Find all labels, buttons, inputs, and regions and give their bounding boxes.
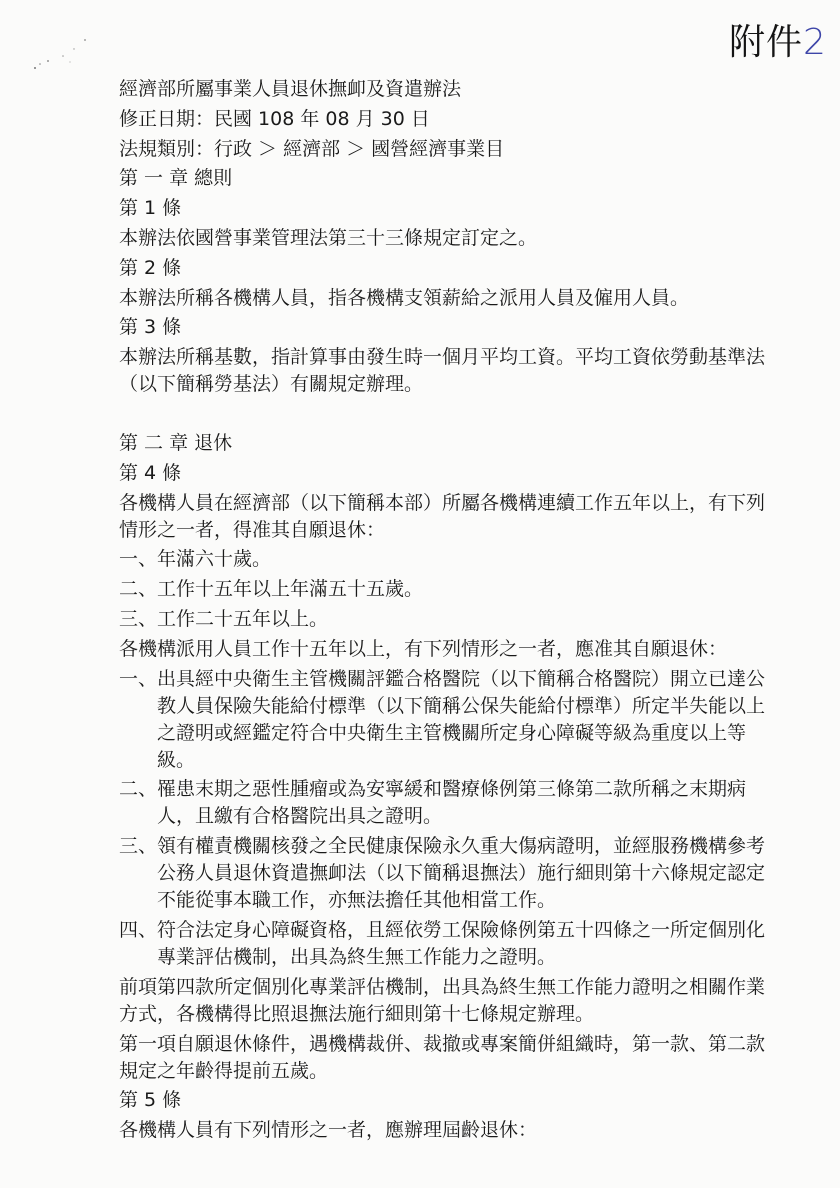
article-4-paragraph-1: 各機構人員在經濟部（以下簡稱本部）所屬各機構連續工作五年以上，有下列情形之一者，得准其自願退休： bbox=[119, 491, 766, 541]
article-3-text: 本辦法所稱基數，指計算事由發生時一個月平均工資。平均工資依勞動基準法（以下簡稱勞基法）有關規定辦理。 bbox=[119, 346, 766, 396]
article-2-heading: 第 2 條 bbox=[119, 256, 182, 279]
amendment-date: 修正日期：民國 108 年 08 月 30 日 bbox=[119, 107, 430, 130]
attachment-number: 2 bbox=[803, 22, 827, 63]
document-title: 經濟部所屬事業人員退休撫卹及資遣辦法 bbox=[119, 78, 462, 100]
article-4-paragraph-4: 第一項自願退休條件，遇機構裁併、裁撤或專案簡併組織時，第一款、第二款規定之年齡得提前五歲。 bbox=[119, 1032, 766, 1082]
chapter-1-heading: 第 一 章 總則 bbox=[119, 167, 233, 190]
list-item: 二、工作十五年以上年滿五十五歲。 bbox=[119, 578, 424, 601]
list-item: 四、符合法定身心障礙資格，且經依勞工保險條例第五十四條之一所定個別化專業評估機制，出具為終生無工作能力之證明。 bbox=[119, 918, 766, 968]
article-2-text: 本辦法所稱各機構人員，指各機構支領薪給之派用人員及僱用人員。 bbox=[119, 286, 690, 309]
list-item: 三、工作二十五年以上。 bbox=[119, 607, 329, 630]
article-5-text: 各機構人員有下列情形之一者，應辦理屆齡退休： bbox=[119, 1119, 538, 1142]
article-3-heading: 第 3 條 bbox=[119, 316, 182, 339]
list-item: 一、出具經中央衛生主管機關評鑑合格醫院（以下簡稱合格醫院）開立已達公教人員保險失能給付標準（以下簡稱公保失能給付標準）所定半失能以上之證明或經鑑定符合中央衛生主管機關所定身心障礙等級為重度以上等級。 bbox=[119, 667, 766, 771]
article-4-paragraph-2: 各機構派用人員工作十五年以上，有下列情形之一者，應准其自願退休： bbox=[119, 637, 728, 660]
article-1-heading: 第 1 條 bbox=[119, 197, 182, 220]
list-item: 三、領有權責機關核發之全民健康保險永久重大傷病證明，並經服務機構參考公務人員退休資遣撫卹法（以下簡稱退撫法）施行細則第十六條規定認定不能從事本職工作，亦無法擔任其他相當工作。 bbox=[119, 835, 766, 912]
list-item: 一、年滿六十歲。 bbox=[119, 548, 272, 571]
article-5-heading: 第 5 條 bbox=[119, 1089, 182, 1112]
blank-line bbox=[119, 401, 767, 430]
article-1-text: 本辦法依國營事業管理法第三十三條規定訂定之。 bbox=[119, 226, 538, 249]
article-4-paragraph-3: 前項第四款所定個別化專業評估機制，出具為終生無工作能力證明之相關作業方式，各機構得比照退撫法施行細則第十七條規定辦理。 bbox=[119, 975, 766, 1025]
attachment-label bbox=[729, 14, 827, 65]
article-4-heading: 第 4 條 bbox=[119, 461, 182, 484]
chapter-2-heading: 第 二 章 退休 bbox=[119, 431, 233, 454]
regulation-document bbox=[119, 76, 767, 1147]
attachment-text: 附件 bbox=[729, 22, 804, 63]
regulation-category: 法規類別：行政 ＞ 經濟部 ＞ 國營經濟事業目 bbox=[119, 137, 505, 160]
list-item: 二、罹患末期之惡性腫瘤或為安寧緩和醫療條例第三條第二款所稱之末期病人，且繳有合格醫院出具之證明。 bbox=[119, 778, 747, 828]
scan-speckle-mark bbox=[30, 34, 100, 74]
